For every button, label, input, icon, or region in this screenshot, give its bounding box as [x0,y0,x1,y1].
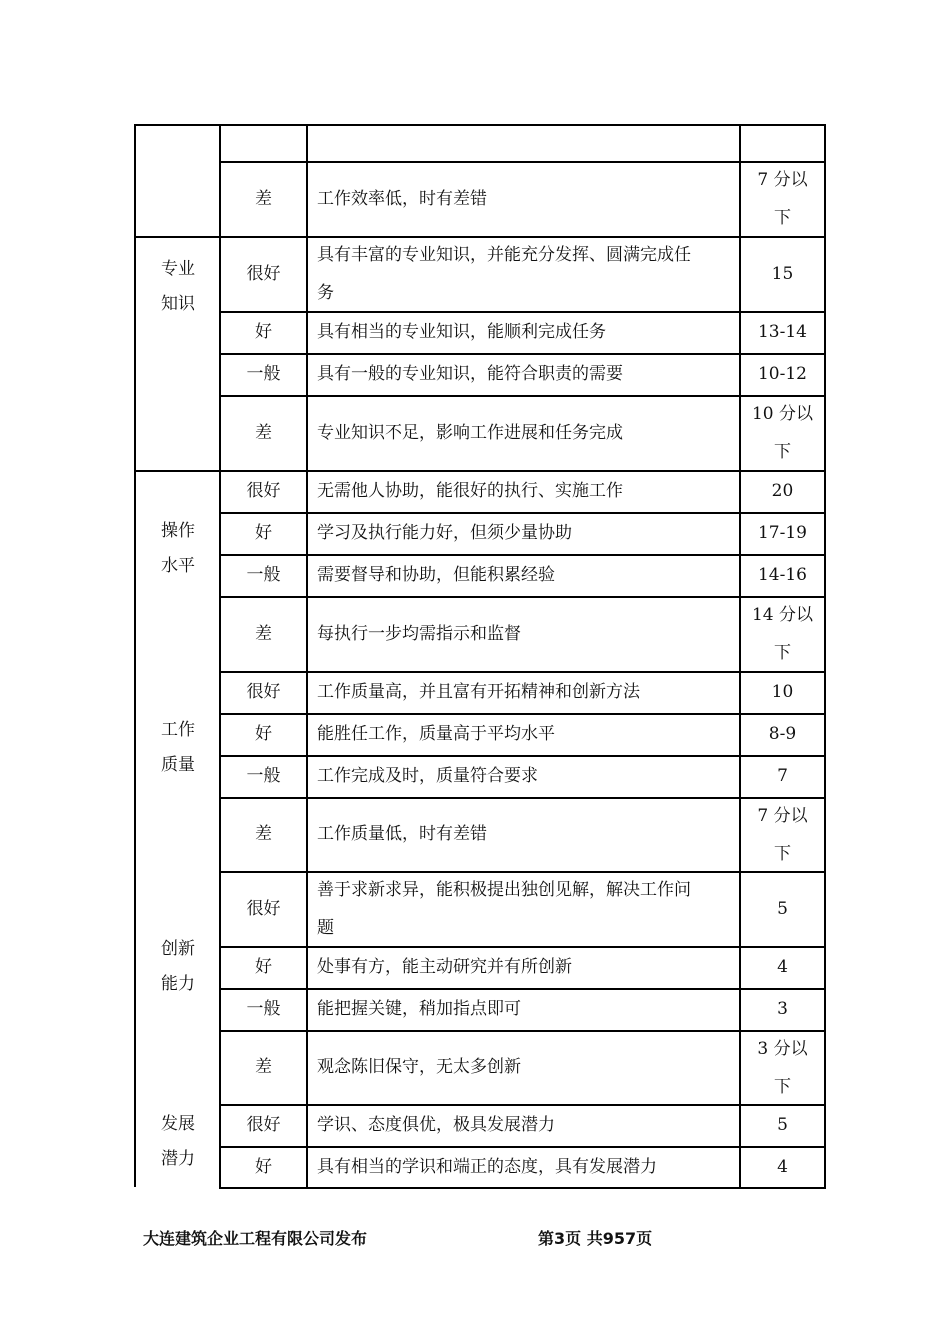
score-cell [741,355,824,393]
score-cell-line: 20 [771,481,794,501]
description-cell-line: 具有相当的学识和端正的态度，具有发展潜力 [317,1156,657,1177]
description-cell-line: 具有一般的专业知识，能符合职责的需要 [317,364,623,384]
category-label-line: 质量 [161,755,195,775]
level-cell-line: 一般 [246,565,281,585]
score-cell-line: 7 [777,766,788,786]
footer-page-info: 第3页 共957页 [538,1229,653,1248]
level-cell-line: 很好 [246,1115,281,1135]
description-cell-line: 能把握关键，稍加指点即可 [317,999,521,1019]
row-divider [219,395,826,397]
score-cell-line: 10-12 [757,364,807,384]
description-cell-line: 工作质量高，并且富有开拓精神和创新方法 [317,682,640,702]
description-cell-line: 无需他人协助，能很好的执行、实施工作 [317,481,623,501]
description-cell-line: 工作效率低，时有差错 [317,188,487,209]
level-cell-line: 好 [255,1156,272,1177]
score-cell [741,472,824,510]
score-cell [741,757,824,795]
score-cell-line: 4 [777,957,788,977]
row-divider [219,161,826,163]
description-cell-line: 每执行一步均需指示和监督 [317,623,521,644]
table-border-top [134,124,826,126]
description-cell [317,990,736,1028]
level-cell-line: 很好 [246,263,281,284]
score-cell [741,556,824,594]
score-cell-line: 14-16 [757,565,807,585]
level-cell [221,472,306,510]
score-cell-line: 10 [771,682,794,702]
level-cell [221,313,306,351]
description-cell [317,236,736,312]
score-cell-line: 下 [774,208,791,228]
score-cell [741,948,824,986]
level-cell-line: 一般 [246,364,281,384]
level-cell [221,615,306,653]
description-cell [317,871,736,947]
category-label [136,932,220,1002]
level-cell [221,948,306,986]
description-cell [317,815,736,853]
score-cell [741,1106,824,1144]
level-cell-line: 差 [255,1057,272,1077]
level-cell [221,890,306,928]
description-cell [317,514,736,552]
level-cell-line: 很好 [246,898,281,919]
description-cell [317,313,736,351]
level-cell-line: 差 [255,188,272,209]
level-cell [221,255,306,293]
level-cell [221,1106,306,1144]
score-cell [741,514,824,552]
level-cell [221,673,306,711]
category-label-line: 专业 [161,259,195,279]
level-cell-line: 很好 [246,481,281,501]
description-cell-line: 学识、态度俱优，极具发展潜力 [317,1115,555,1135]
level-cell [221,1148,306,1186]
score-cell-line: 7 分以 [757,170,808,190]
description-cell [317,615,736,653]
level-cell [221,715,306,753]
category-label [136,713,220,783]
category-label-line: 操作 [161,521,195,541]
level-cell-line: 一般 [246,766,281,786]
description-cell-line: 能胜任工作，质量高于平均水平 [317,724,555,744]
level-cell [221,757,306,795]
level-cell [221,815,306,853]
level-cell [221,180,306,218]
category-label-line: 创新 [161,939,195,959]
score-cell-line: 13-14 [757,322,807,342]
level-cell [221,355,306,393]
description-cell-line: 专业知识不足，影响工作进展和任务完成 [317,422,623,443]
level-cell-line: 差 [255,824,272,844]
column-divider-2 [306,124,308,1188]
description-cell [317,715,736,753]
description-cell [317,355,736,393]
description-cell-line: 工作质量低，时有差错 [317,824,487,844]
description-cell-line: 题 [317,918,334,938]
level-cell-line: 好 [255,523,272,543]
category-label-line: 能力 [161,974,195,994]
description-cell [317,472,736,510]
category-label-line: 工作 [161,720,195,740]
score-cell-line: 3 [777,999,788,1019]
score-cell-line: 14 分以 [751,605,814,625]
category-label-line: 知识 [161,294,195,314]
description-cell [317,180,736,218]
level-cell [221,414,306,452]
row-divider [219,797,826,799]
category-label [136,1107,220,1177]
score-cell-line: 15 [771,263,794,284]
score-cell [741,715,824,753]
description-cell [317,673,736,711]
score-cell [741,890,824,928]
level-cell [221,990,306,1028]
category-label [136,514,220,584]
score-cell-line: 下 [774,442,791,462]
level-cell-line: 差 [255,623,272,644]
score-cell [741,313,824,351]
description-cell-line: 需要督导和协助，但能积累经验 [317,565,555,585]
score-cell [741,1148,824,1186]
table-border-bottom [219,1187,826,1189]
category-label-line: 水平 [161,556,195,576]
score-cell-line: 下 [774,643,791,663]
level-cell-line: 很好 [246,682,281,702]
level-cell [221,556,306,594]
score-cell [741,990,824,1028]
row-divider [219,596,826,598]
category-label-line: 发展 [161,1114,195,1134]
score-cell [741,596,824,672]
score-cell-line: 10 分以 [751,404,814,424]
category-label [136,252,220,322]
description-cell [317,1048,736,1086]
score-cell-line: 下 [774,1077,791,1097]
score-cell-line: 3 分以 [757,1039,808,1059]
score-cell-line: 4 [777,1156,788,1177]
level-cell-line: 差 [255,422,272,443]
description-cell-line: 学习及执行能力好，但须少量协助 [317,523,572,543]
description-cell [317,414,736,452]
score-cell [741,797,824,873]
description-cell [317,1106,736,1144]
description-cell-line: 工作完成及时，质量符合要求 [317,766,538,786]
description-cell [317,1148,736,1186]
level-cell-line: 好 [255,724,272,744]
row-divider [219,1030,826,1032]
description-cell [317,556,736,594]
score-cell [741,395,824,471]
score-cell [741,255,824,293]
level-cell [221,514,306,552]
description-cell-line: 务 [317,283,334,303]
description-cell-line: 善于求新求异，能积极提出独创见解，解决工作问 [317,880,691,900]
score-cell-line: 7 分以 [757,806,808,826]
level-cell [221,1048,306,1086]
description-cell-line: 具有丰富的专业知识，并能充分发挥、圆满完成任 [317,245,691,265]
table-border-right [824,124,826,1188]
description-cell-line: 处事有方，能主动研究并有所创新 [317,957,572,977]
score-cell-line: 17-19 [757,523,807,543]
level-cell-line: 好 [255,957,272,977]
description-cell-line: 具有相当的专业知识，能顺利完成任务 [317,322,606,342]
score-cell-line: 5 [777,898,788,919]
description-cell [317,948,736,986]
score-cell-line: 5 [777,1115,788,1135]
description-cell-line: 观念陈旧保守，无太多创新 [317,1057,521,1077]
score-cell [741,673,824,711]
score-cell [741,1030,824,1106]
score-cell-line: 下 [774,844,791,864]
category-label-line: 潜力 [161,1149,195,1169]
score-cell [741,161,824,237]
footer-publisher: 大连建筑企业工程有限公司发布 [143,1229,368,1248]
score-cell-line: 8-9 [768,724,797,744]
level-cell-line: 好 [255,322,272,342]
level-cell-line: 一般 [246,999,281,1019]
description-cell [317,757,736,795]
